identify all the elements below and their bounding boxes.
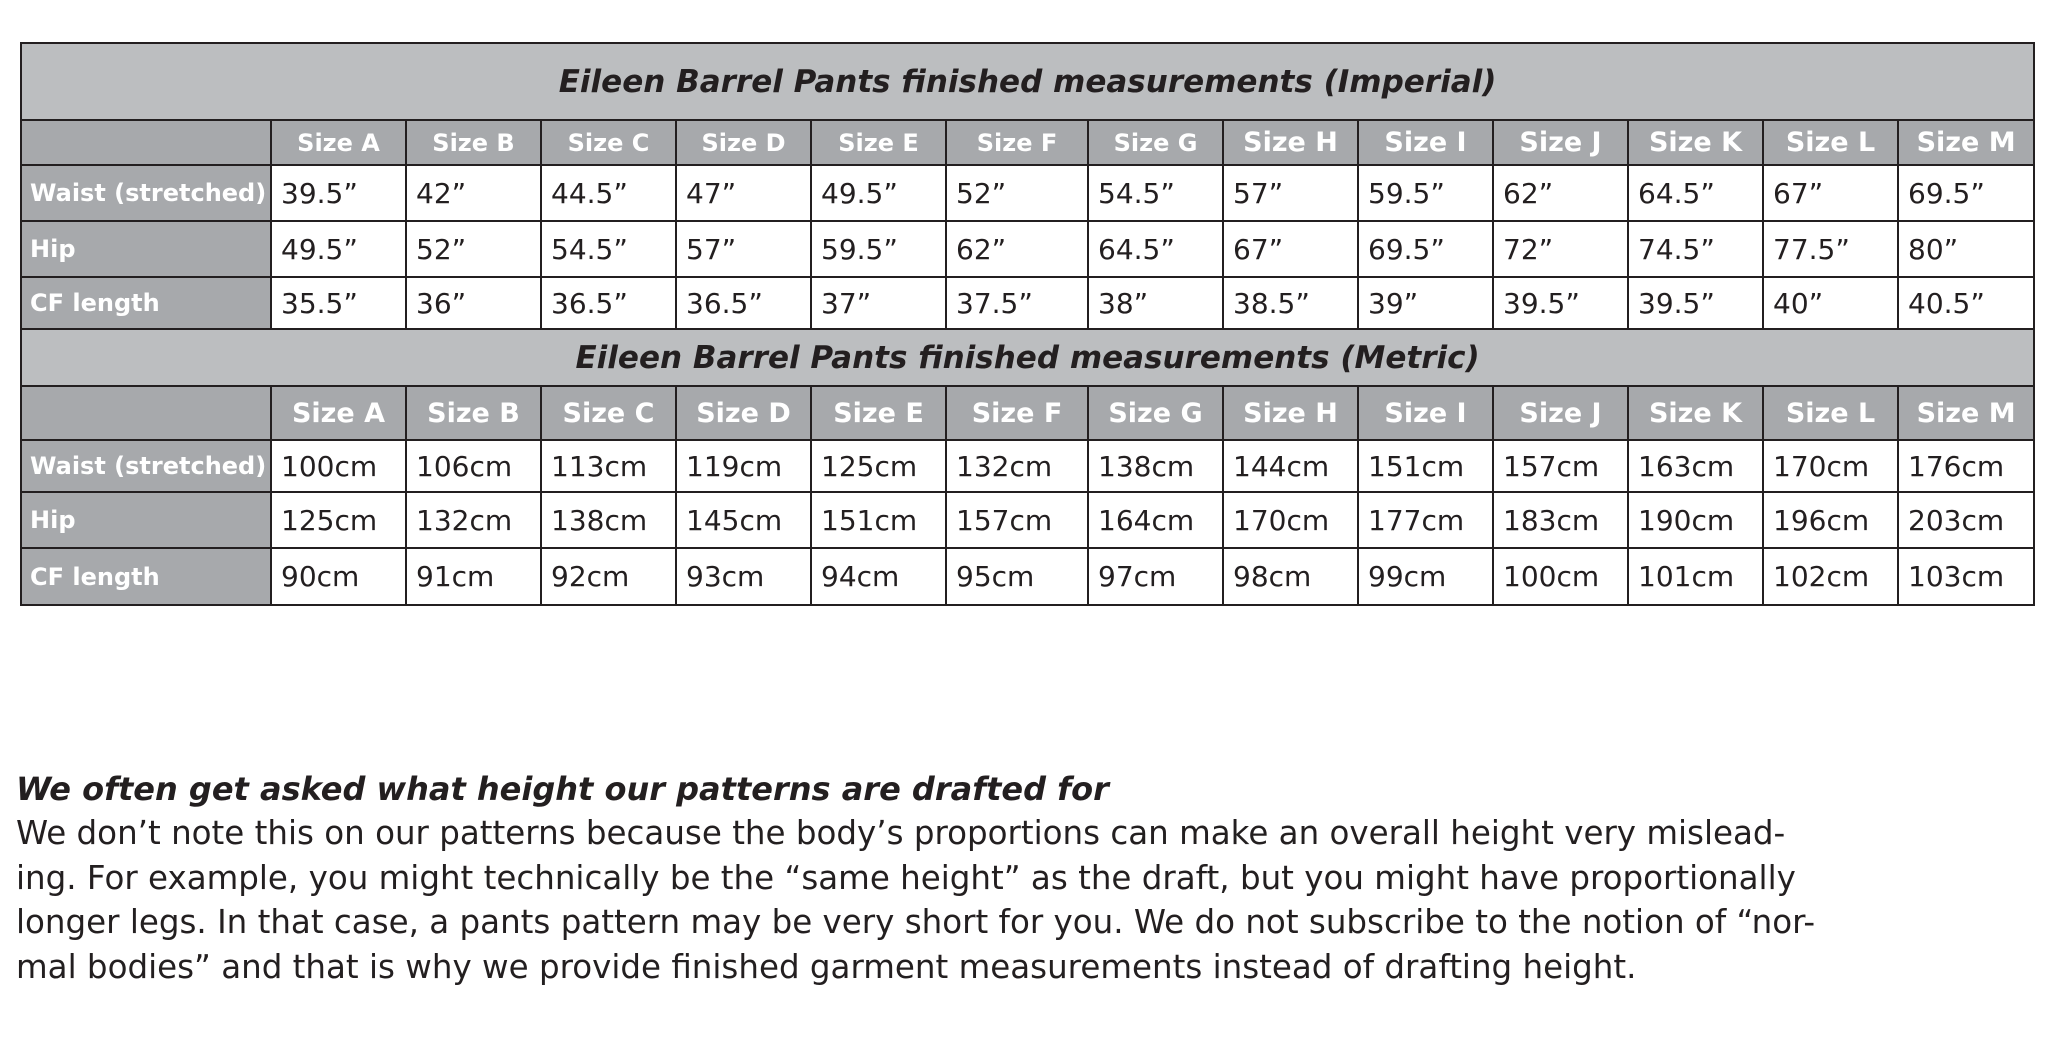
size-header: Size D bbox=[676, 386, 811, 440]
measurement-cell: 145cm bbox=[676, 492, 811, 548]
row-label: CF length bbox=[21, 277, 271, 329]
measurement-cell: 69.5” bbox=[1358, 221, 1493, 277]
size-header: Size J bbox=[1493, 386, 1628, 440]
measurement-cell: 49.5” bbox=[811, 165, 946, 221]
measurement-cell: 77.5” bbox=[1763, 221, 1898, 277]
size-header: Size I bbox=[1358, 120, 1493, 165]
measurement-cell: 132cm bbox=[406, 492, 541, 548]
size-header: Size B bbox=[406, 386, 541, 440]
measurement-cell: 91cm bbox=[406, 548, 541, 605]
measurement-cell: 67” bbox=[1763, 165, 1898, 221]
measurement-cell: 93cm bbox=[676, 548, 811, 605]
measurement-cell: 95cm bbox=[946, 548, 1088, 605]
measurement-cell: 40.5” bbox=[1898, 277, 2034, 329]
measurement-cell: 69.5” bbox=[1898, 165, 2034, 221]
measurement-cell: 98cm bbox=[1223, 548, 1358, 605]
measurement-cell: 62” bbox=[946, 221, 1088, 277]
metric-size-header-row bbox=[21, 386, 2034, 440]
measurement-cell: 57” bbox=[676, 221, 811, 277]
size-header: Size K bbox=[1628, 386, 1763, 440]
row-label: Waist (stretched) bbox=[21, 440, 271, 492]
measurement-cell: 57” bbox=[1223, 165, 1358, 221]
measurement-cell: 103cm bbox=[1898, 548, 2034, 605]
size-header: Size G bbox=[1088, 120, 1223, 165]
measurement-cell: 177cm bbox=[1358, 492, 1493, 548]
metric-title-row bbox=[21, 329, 2034, 386]
size-header: Size A bbox=[271, 386, 406, 440]
size-header: Size E bbox=[811, 120, 946, 165]
measurement-cell: 183cm bbox=[1493, 492, 1628, 548]
size-header: Size H bbox=[1223, 120, 1358, 165]
measurement-cell: 74.5” bbox=[1628, 221, 1763, 277]
measurement-cell: 170cm bbox=[1223, 492, 1358, 548]
measurement-cell: 125cm bbox=[811, 440, 946, 492]
measurement-cell: 196cm bbox=[1763, 492, 1898, 548]
measurement-cell: 138cm bbox=[541, 492, 676, 548]
table-row bbox=[21, 165, 2034, 221]
measurement-cell: 44.5” bbox=[541, 165, 676, 221]
note-heading: We often get asked what height our patterns are drafted for bbox=[16, 770, 1109, 808]
size-header: Size C bbox=[541, 120, 676, 165]
measurement-cell: 125cm bbox=[271, 492, 406, 548]
measurement-cell: 113cm bbox=[541, 440, 676, 492]
row-label: CF length bbox=[21, 548, 271, 605]
measurement-cell: 164cm bbox=[1088, 492, 1223, 548]
measurement-cell: 35.5” bbox=[271, 277, 406, 329]
note-line: longer legs. In that case, a pants pattern may be very short for you. We do not subscribe to the notion of “nor- bbox=[16, 903, 1816, 941]
measurement-cell: 203cm bbox=[1898, 492, 2034, 548]
measurement-cell: 64.5” bbox=[1628, 165, 1763, 221]
measurement-cell: 170cm bbox=[1763, 440, 1898, 492]
table-row bbox=[21, 548, 2034, 605]
measurements-table bbox=[20, 42, 2035, 606]
size-header: Size M bbox=[1898, 120, 2034, 165]
size-header: Size H bbox=[1223, 386, 1358, 440]
imperial-table-title: Eileen Barrel Pants finished measurements (Imperial) bbox=[21, 43, 2034, 120]
measurement-cell: 37” bbox=[811, 277, 946, 329]
table-row bbox=[21, 440, 2034, 492]
measurement-cell: 47” bbox=[676, 165, 811, 221]
measurement-cell: 190cm bbox=[1628, 492, 1763, 548]
size-header: Size C bbox=[541, 386, 676, 440]
size-header: Size L bbox=[1763, 120, 1898, 165]
measurement-cell: 54.5” bbox=[1088, 165, 1223, 221]
measurement-cell: 102cm bbox=[1763, 548, 1898, 605]
measurement-cell: 90cm bbox=[271, 548, 406, 605]
measurement-cell: 39.5” bbox=[1628, 277, 1763, 329]
measurement-cell: 119cm bbox=[676, 440, 811, 492]
measurement-cell: 38” bbox=[1088, 277, 1223, 329]
measurement-cell: 37.5” bbox=[946, 277, 1088, 329]
metric-table-title: Eileen Barrel Pants finished measurements (Metric) bbox=[21, 329, 2034, 386]
note-body bbox=[16, 811, 2036, 989]
table-row bbox=[21, 221, 2034, 277]
note-line: mal bodies” and that is why we provide finished garment measurements instead of drafting height. bbox=[16, 947, 1637, 986]
measurement-cell: 100cm bbox=[271, 440, 406, 492]
table-row bbox=[21, 492, 2034, 548]
size-header: Size M bbox=[1898, 386, 2034, 440]
row-label: Hip bbox=[21, 221, 271, 277]
measurement-cell: 49.5” bbox=[271, 221, 406, 277]
measurement-cell: 52” bbox=[946, 165, 1088, 221]
note-line: ing. For example, you might technically be the “same height” as the draft, but you might have proportionally bbox=[16, 858, 1796, 897]
measurement-cell: 36.5” bbox=[541, 277, 676, 329]
measurement-cell: 62” bbox=[1493, 165, 1628, 221]
measurement-cell: 39.5” bbox=[1493, 277, 1628, 329]
measurement-cell: 97cm bbox=[1088, 548, 1223, 605]
size-header: Size G bbox=[1088, 386, 1223, 440]
measurement-cell: 151cm bbox=[811, 492, 946, 548]
measurement-cell: 39” bbox=[1358, 277, 1493, 329]
measurement-cell: 80” bbox=[1898, 221, 2034, 277]
measurement-cell: 39.5” bbox=[271, 165, 406, 221]
measurement-cell: 72” bbox=[1493, 221, 1628, 277]
measurement-cell: 36.5” bbox=[676, 277, 811, 329]
measurement-cell: 144cm bbox=[1223, 440, 1358, 492]
measurement-cell: 42” bbox=[406, 165, 541, 221]
header-corner-cell bbox=[21, 120, 271, 165]
measurement-cell: 176cm bbox=[1898, 440, 2034, 492]
measurement-cell: 59.5” bbox=[1358, 165, 1493, 221]
imperial-title-row bbox=[21, 43, 2034, 120]
header-corner-cell bbox=[21, 386, 271, 440]
measurement-cell: 132cm bbox=[946, 440, 1088, 492]
note-line: We don’t note this on our patterns because the body’s proportions can make an overall height very mislead- bbox=[16, 814, 1786, 852]
measurement-cell: 157cm bbox=[1493, 440, 1628, 492]
measurement-cell: 54.5” bbox=[541, 221, 676, 277]
measurement-cell: 94cm bbox=[811, 548, 946, 605]
measurement-cell: 138cm bbox=[1088, 440, 1223, 492]
size-header: Size I bbox=[1358, 386, 1493, 440]
size-header: Size D bbox=[676, 120, 811, 165]
measurement-cell: 92cm bbox=[541, 548, 676, 605]
measurement-cell: 64.5” bbox=[1088, 221, 1223, 277]
measurement-cell: 36” bbox=[406, 277, 541, 329]
measurement-cell: 52” bbox=[406, 221, 541, 277]
measurement-cell: 67” bbox=[1223, 221, 1358, 277]
measurement-cell: 101cm bbox=[1628, 548, 1763, 605]
row-label: Waist (stretched) bbox=[21, 165, 271, 221]
size-header: Size E bbox=[811, 386, 946, 440]
measurement-cell: 106cm bbox=[406, 440, 541, 492]
imperial-size-header-row bbox=[21, 120, 2034, 165]
size-header: Size B bbox=[406, 120, 541, 165]
size-header: Size L bbox=[1763, 386, 1898, 440]
measurement-cell: 151cm bbox=[1358, 440, 1493, 492]
measurement-cell: 100cm bbox=[1493, 548, 1628, 605]
measurement-cell: 59.5” bbox=[811, 221, 946, 277]
size-header: Size K bbox=[1628, 120, 1763, 165]
measurement-cell: 99cm bbox=[1358, 548, 1493, 605]
drafting-height-note bbox=[16, 767, 2036, 989]
size-header: Size F bbox=[946, 120, 1088, 165]
measurement-cell: 40” bbox=[1763, 277, 1898, 329]
measurement-cell: 157cm bbox=[946, 492, 1088, 548]
size-header: Size A bbox=[271, 120, 406, 165]
size-header: Size J bbox=[1493, 120, 1628, 165]
size-header: Size F bbox=[946, 386, 1088, 440]
row-label: Hip bbox=[21, 492, 271, 548]
measurement-cell: 163cm bbox=[1628, 440, 1763, 492]
table-row bbox=[21, 277, 2034, 329]
measurement-cell: 38.5” bbox=[1223, 277, 1358, 329]
